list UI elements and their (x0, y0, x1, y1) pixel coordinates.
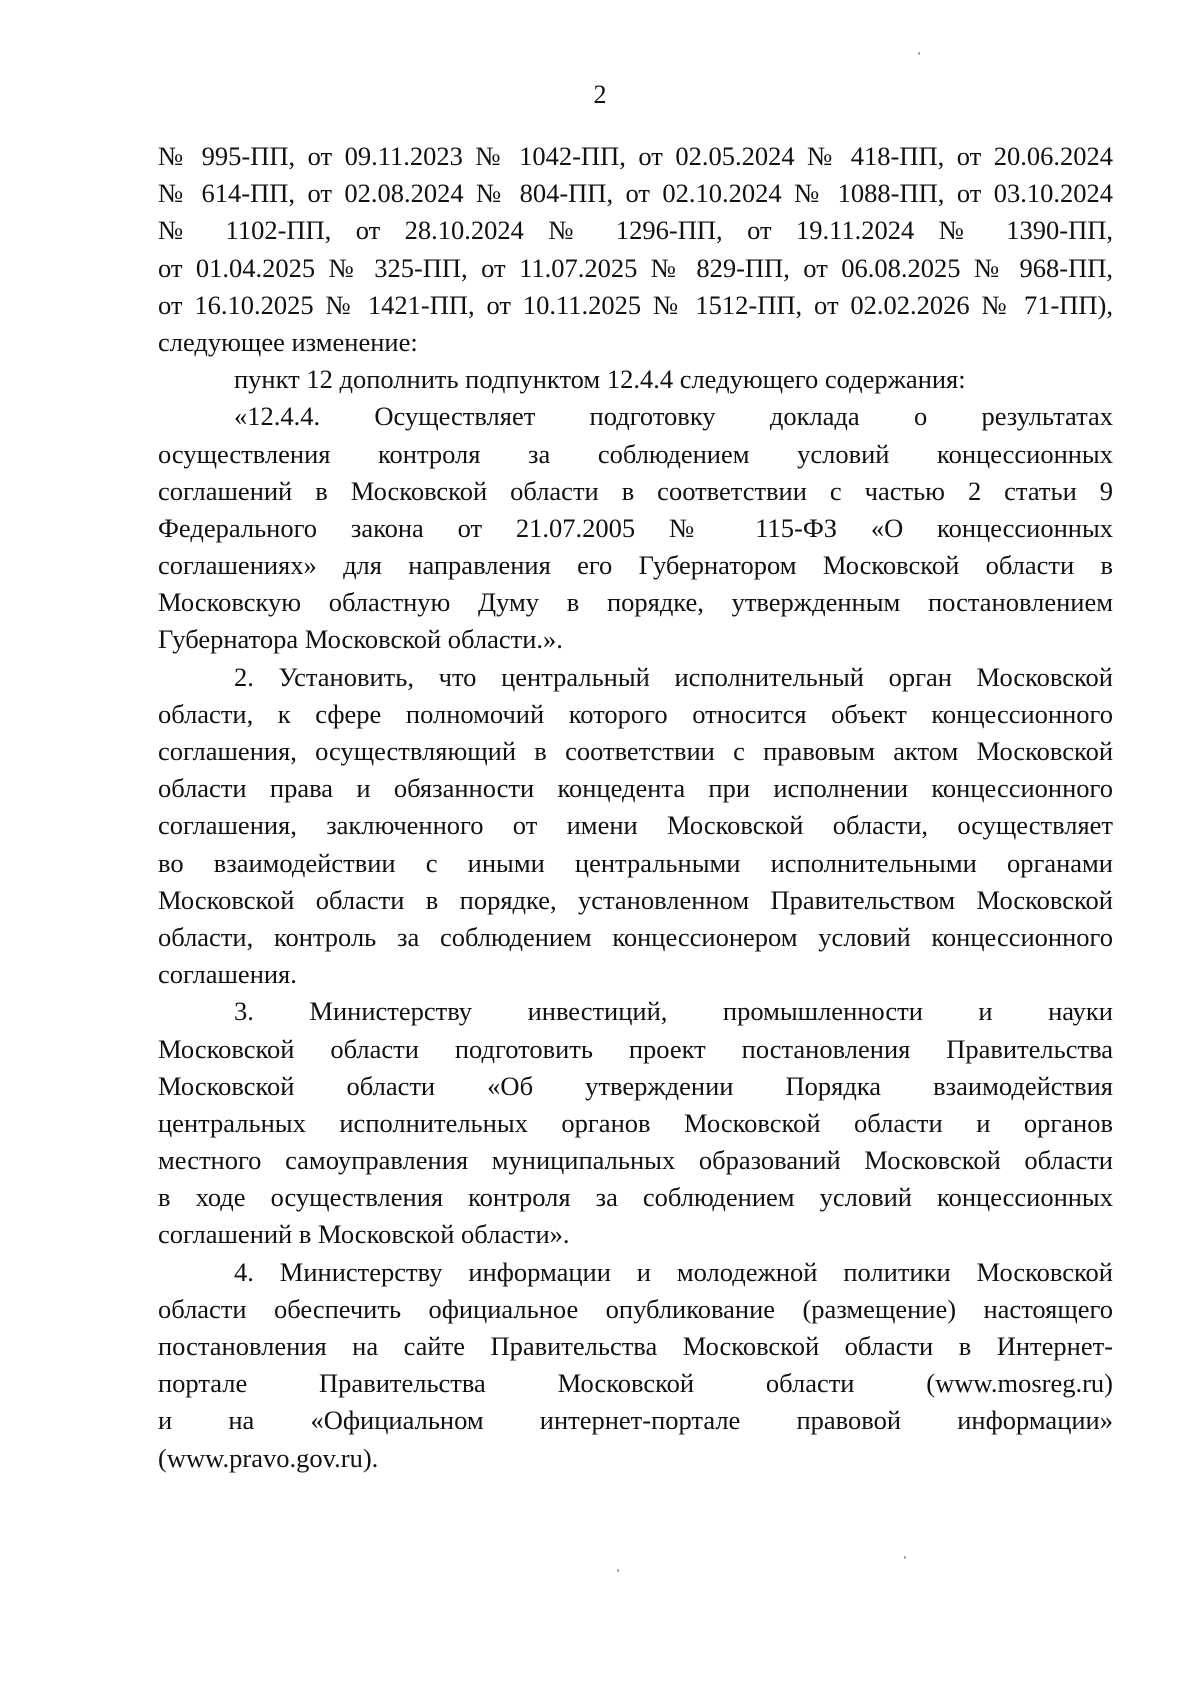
page-number: 2 (593, 80, 607, 109)
scan-speck (904, 1556, 906, 1559)
text-line: осуществления контроля за соблюдением условий концессионных (158, 438, 1113, 469)
text-line: области, к сфере полномочий которого относится объект концессионного (158, 698, 1113, 729)
text-line: области права и обязанности концедента при исполнении концессионного (158, 773, 1113, 804)
scan-speck (918, 52, 920, 55)
text-line: Московской области подготовить проект постановления Правительства (158, 1033, 1113, 1064)
text-line: местного самоуправления муниципальных образований Московской области (158, 1145, 1113, 1176)
text-line: № 614-ПП, от 02.08.2024 № 804-ПП, от 02.10.2024 № 1088-ПП, от 03.10.2024 (158, 178, 1113, 209)
text-line: Московской области «Об утверждении Порядка взаимодействия (158, 1070, 1113, 1101)
text-line: области обеспечить официальное опубликование (размещение) настоящего (158, 1293, 1113, 1324)
text-line: постановления на сайте Правительства Московской области в Интернет- (158, 1331, 1113, 1361)
document-body (158, 138, 1113, 1477)
text-line: во взаимодействии с иными центральными исполнительными органами (158, 847, 1113, 878)
text-line: «12.4.4. Осуществляет подготовку доклада о результатах (234, 401, 1113, 432)
text-line: 2. Установить, что центральный исполнительный орган Московской (234, 661, 1113, 692)
text-line: № 995-ПП, от 09.11.2023 № 1042-ПП, от 02.05.2024 № 418-ПП, от 20.06.2024 (158, 141, 1113, 171)
text-line: соглашения, заключенного от имени Московской области, осуществляет (158, 810, 1113, 841)
text-line: от 16.10.2025 № 1421-ПП, от 10.11.2025 № 1512-ПП, от 02.02.2026 № 71-ПП), (158, 289, 1113, 320)
text-line: портале Правительства Московской области (www.mosreg.ru) (158, 1368, 1113, 1399)
text-line: (www.pravo.gov.ru). (158, 1442, 379, 1473)
text-line: соглашений в Московской области в соответствии с частью 2 статьи 9 (158, 475, 1113, 506)
text-line: 3. Министерству инвестиций, промышленности и науки (234, 996, 1113, 1027)
text-line: и на «Официальном интернет-портале правовой информации» (158, 1405, 1113, 1436)
text-line: соглашения. (158, 959, 297, 990)
text-line: Федерального закона от 21.07.2005 № 115-ФЗ «О концессионных (158, 512, 1113, 543)
text-line: Московскую областную Думу в порядке, утвержденным постановлением (158, 587, 1113, 618)
text-line: соглашений в Московской области». (158, 1219, 570, 1250)
text-line: Московской области в порядке, установленном Правительством Московской (158, 884, 1113, 915)
text-line: 4. Министерству информации и молодежной политики Московской (234, 1256, 1113, 1287)
text-line: соглашениях» для направления его Губернатором Московской области в (158, 550, 1113, 581)
text-line: Губернатора Московской области.». (158, 624, 563, 655)
text-line: от 01.04.2025 № 325-ПП, от 11.07.2025 № 829-ПП, от 06.08.2025 № 968-ПП, (158, 252, 1113, 283)
text-line: соглашения, осуществляющий в соответствии с правовым актом Московской (158, 736, 1113, 766)
text-line: области, контроль за соблюдением концессионером условий концессионного (158, 921, 1113, 952)
text-line: № 1102-ПП, от 28.10.2024 № 1296-ПП, от 19.11.2024 № 1390-ПП, (158, 215, 1113, 246)
text-line: центральных исполнительных органов Московской области и органов (158, 1107, 1113, 1138)
text-line: следующее изменение: (158, 326, 418, 357)
text-line: в ходе осуществления контроля за соблюдением условий концессионных (158, 1182, 1113, 1213)
text-line: пункт 12 дополнить подпунктом 12.4.4 следующего содержания: (234, 364, 966, 395)
scan-speck (617, 1569, 619, 1572)
